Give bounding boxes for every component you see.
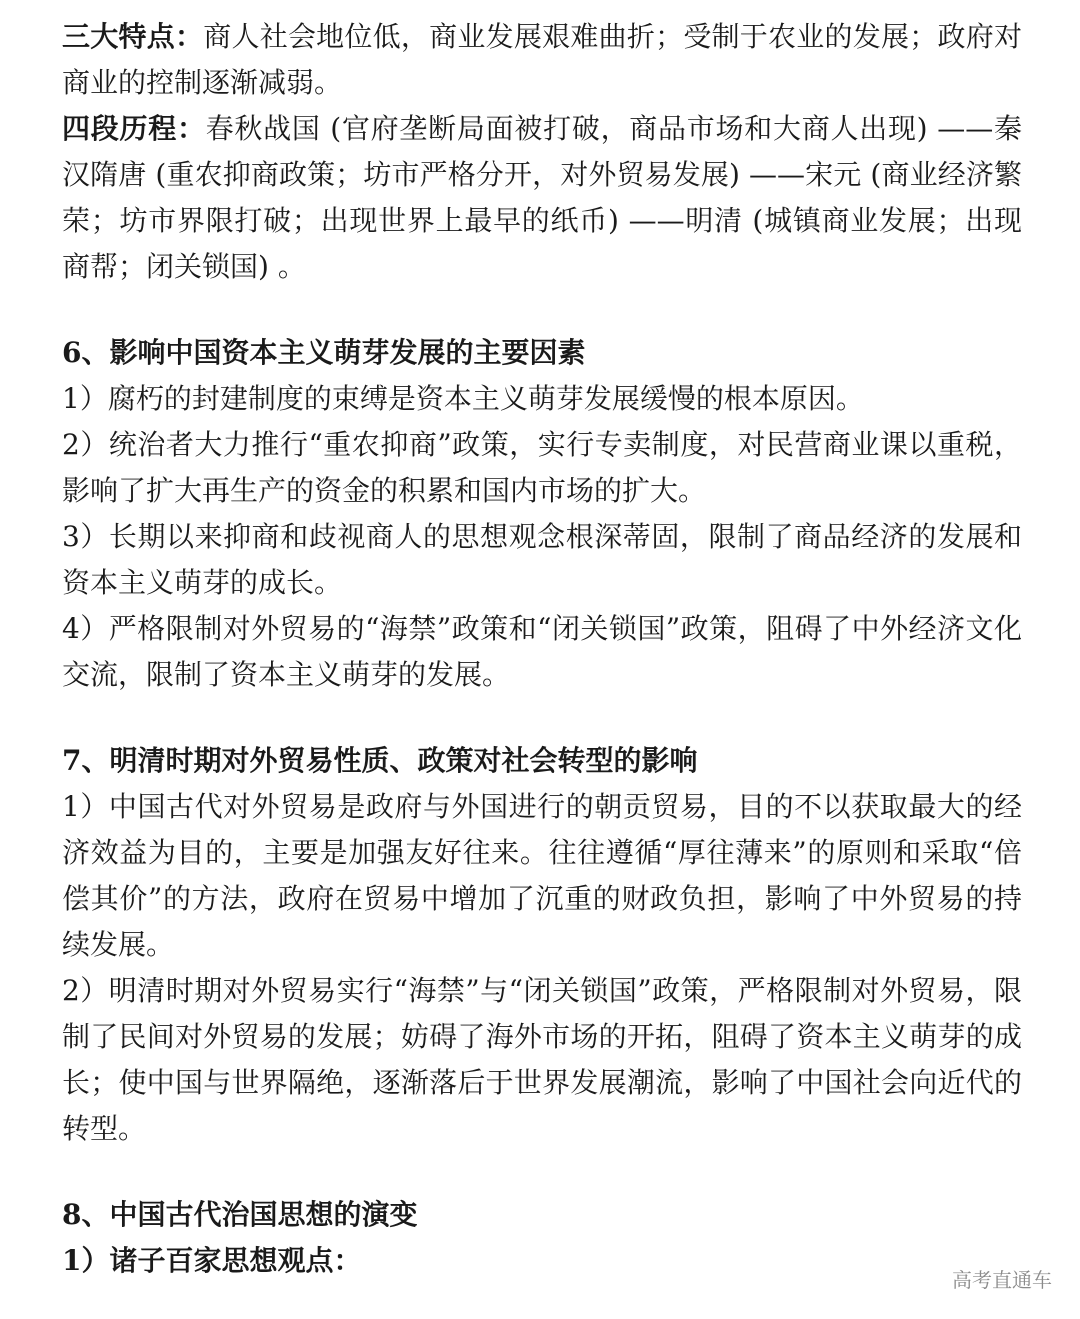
section-8-subheading-1: 1）诸子百家思想观点：	[62, 1244, 362, 1277]
section-gap	[62, 698, 1022, 738]
intro-paragraph-stages	[62, 106, 1022, 290]
section-6-heading: 6、影响中国资本主义萌芽发展的主要因素	[62, 336, 586, 369]
section-gap	[62, 290, 1022, 330]
section-6-item-3: 3）长期以来抑商和歧视商人的思想观念根深蒂固，限制了商品经济的发展和资本主义萌芽的成长。	[62, 520, 1022, 599]
section-gap	[62, 1152, 1022, 1192]
features-lead: 三大特点：	[62, 20, 204, 53]
section-7-item-2: 2）明清时期对外贸易实行“海禁”与“闭关锁国”政策，严格限制对外贸易，限制了民间对外贸易的发展；妨碍了海外市场的开拓，阻碍了资本主义萌芽的成长；使中国与世界隔绝，逐渐落后于世界发展潮流，影响了中国社会向近代的转型。	[62, 974, 1022, 1145]
features-text: 商人社会地位低，商业发展艰难曲折；受制于农业的发展；政府对商业的控制逐渐减弱。	[62, 20, 1022, 99]
section-6-item-4: 4）严格限制对外贸易的“海禁”政策和“闭关锁国”政策，阻碍了中外经济文化交流，限制了资本主义萌芽的发展。	[62, 612, 1022, 691]
section-7-item-1: 1）中国古代对外贸易是政府与外国进行的朝贡贸易，目的不以获取最大的经济效益为目的，主要是加强友好往来。往往遵循“厚往薄来”的原则和采取“倍偿其价”的方法，政府在贸易中增加了沉重的财政负担，影响了中外贸易的持续发展。	[62, 790, 1022, 961]
stages-text: 春秋战国 (官府垄断局面被打破，商品市场和大商人出现) ——秦汉隋唐 (重农抑商政策；坊市严格分开，对外贸易发展) ——宋元 (商业经济繁荣；坊市界限打破；出现世界上最早的纸币) ——明清 (城镇商业发展；出现商帮；闭关锁国) 。	[62, 112, 1022, 283]
section-6-item-1: 1）腐朽的封建制度的束缚是资本主义萌芽发展缓慢的根本原因。	[62, 382, 864, 415]
section-6-item-2: 2）统治者大力推行“重农抑商”政策，实行专卖制度，对民营商业课以重税，影响了扩大再生产的资金的积累和国内市场的扩大。	[62, 428, 1022, 507]
stages-lead: 四段历程：	[62, 112, 206, 145]
section-8-heading: 8、中国古代治国思想的演变	[62, 1198, 418, 1231]
document-body	[62, 14, 1022, 1284]
section-7-heading: 7、明清时期对外贸易性质、政策对社会转型的影响	[62, 744, 698, 777]
watermark-text: 高考直通车	[952, 1268, 1052, 1292]
intro-paragraph-features	[62, 14, 1022, 106]
